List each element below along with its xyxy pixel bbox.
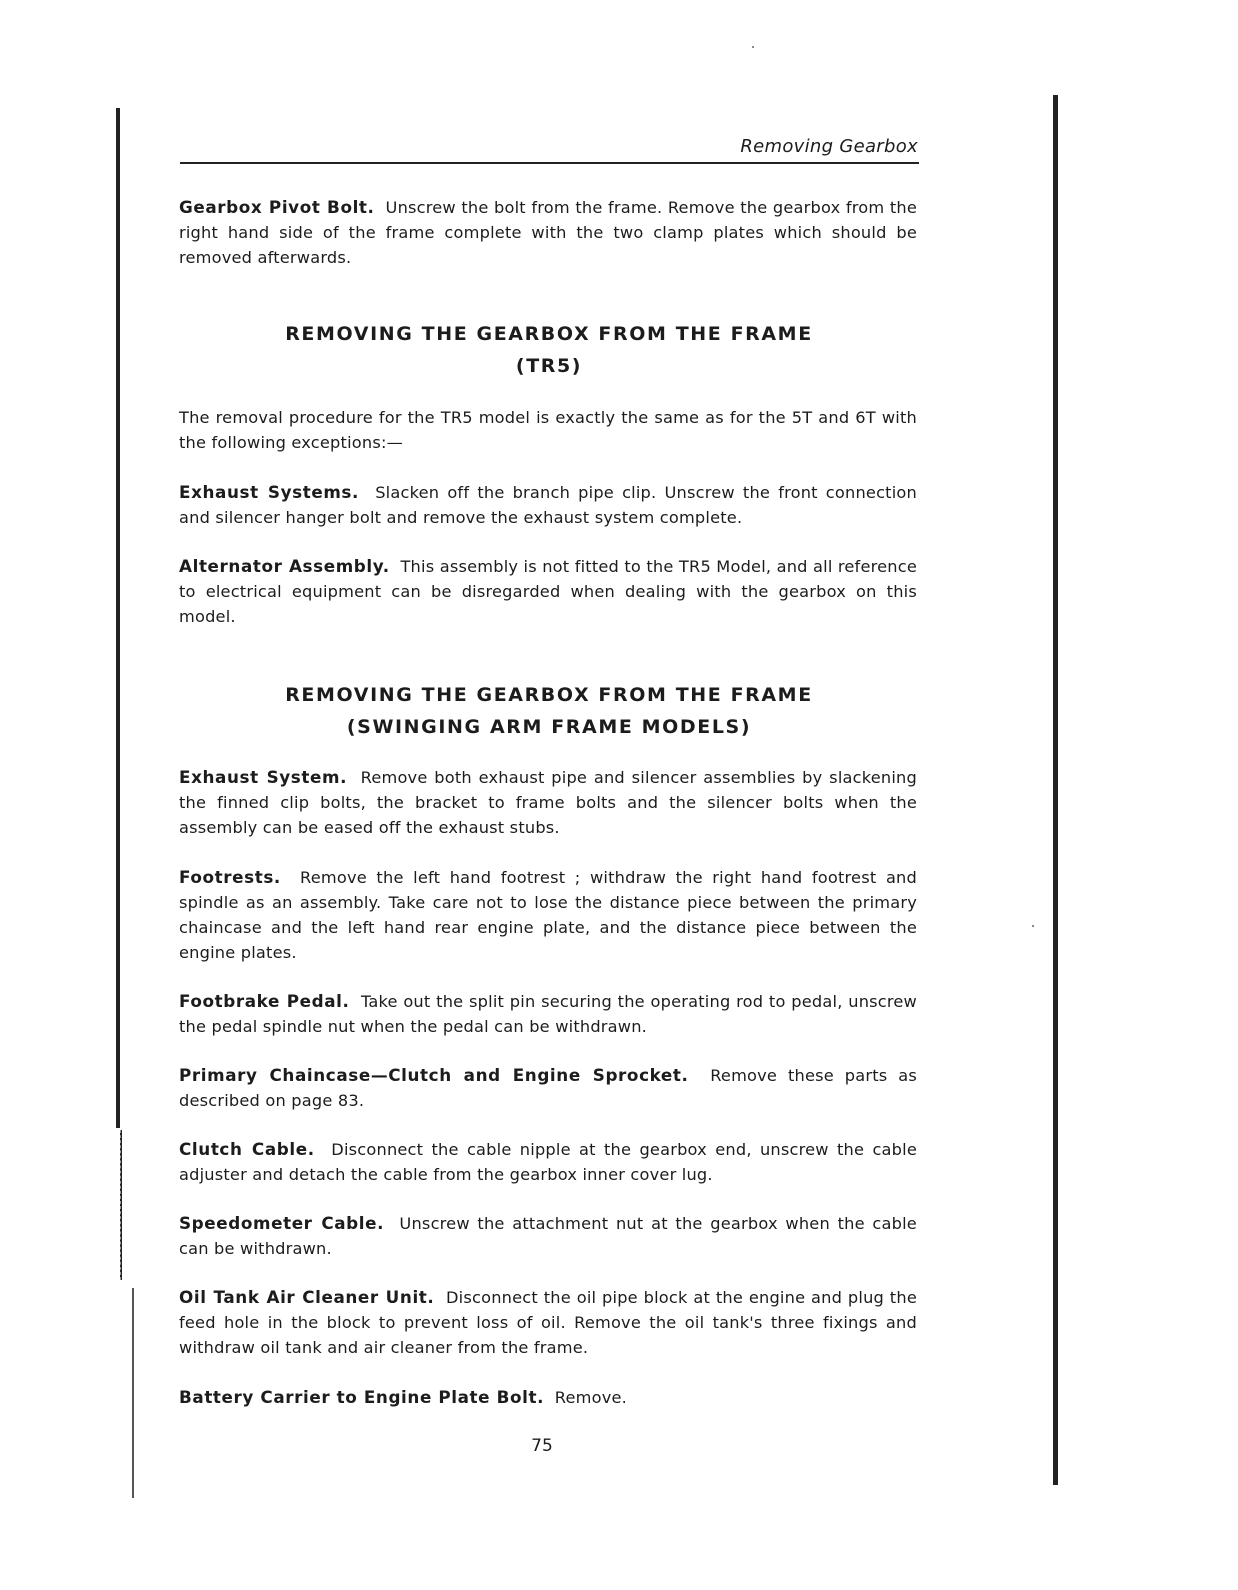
heading-line-1: REMOVING THE GEARBOX FROM THE FRAME (285, 323, 813, 345)
paragraph-text: Unscrew the attachment nut at the gearbox when the cable can be withdrawn. (179, 1214, 917, 1258)
paragraph-clutch-cable (179, 1137, 917, 1187)
section-heading-swinging-arm (180, 679, 918, 743)
left-margin-rule (116, 108, 120, 1128)
paragraph-battery-carrier (179, 1385, 917, 1410)
paragraph-speedometer-cable (179, 1211, 917, 1261)
paragraph-text: Disconnect the oil pipe block at the engine and plug the feed hole in the block to prevent loss of oil. Remove the oil tank's three fixings and withdraw oil tank and air cleaner from the frame. (179, 1288, 917, 1357)
left-margin-lower-rule (132, 1288, 134, 1498)
paragraph-text: Disconnect the cable nipple at the gearbox end, unscrew the cable adjuster and detach the cable from the gearbox inner cover lug. (179, 1140, 917, 1184)
heading-line-2: (SWINGING ARM FRAME MODELS) (346, 716, 752, 738)
paragraph-exhaust-system (179, 765, 917, 840)
paragraph-footbrake-pedal (179, 989, 917, 1039)
paragraph-lead: Oil Tank Air Cleaner Unit. (179, 1287, 435, 1307)
paragraph-lead: Gearbox Pivot Bolt. (179, 197, 375, 217)
page-number: 75 (531, 1436, 553, 1456)
paragraph-text: Take out the split pin securing the operating rod to pedal, unscrew the pedal spindle nut when the pedal can be withdrawn. (179, 992, 917, 1036)
paragraph-lead: Primary Chaincase—Clutch and Engine Sprocket. (179, 1065, 689, 1085)
paragraph-text: Remove. (554, 1388, 628, 1407)
scan-speck (752, 46, 754, 48)
header-rule (180, 162, 919, 164)
paragraph-tr5-intro: The removal procedure for the TR5 model is exactly the same as for the 5T and 6T with the following exceptions:— (179, 408, 917, 452)
paragraph-lead: Battery Carrier to Engine Plate Bolt. (179, 1387, 545, 1407)
running-header: Removing Gearbox (740, 136, 918, 157)
paragraph-lead: Exhaust Systems. (179, 482, 359, 502)
paragraph-lead: Exhaust System. (179, 767, 348, 787)
paragraph-text: Unscrew the bolt from the frame. Remove the gearbox from the right hand side of the frame complete with the two clamp plates which should be removed afterwards. (179, 198, 917, 267)
paragraph-text: Remove both exhaust pipe and silencer assemblies by slackening the finned clip bolts, the bracket to frame bolts and the silencer bolts when the assembly can be eased off the exhaust stubs. (179, 768, 917, 837)
right-margin-rule (1053, 95, 1058, 1485)
paragraph-text: Slacken off the branch pipe clip. Unscrew the front connection and silencer hanger bolt and remove the exhaust system complete. (179, 483, 917, 527)
paragraph-text: Remove the left hand footrest ; withdraw the right hand footrest and spindle as an assembly. Take care not to lose the distance piece between the primary chaincase and the left hand rear engine plate, and the distance piece between the engine plates. (179, 868, 917, 962)
left-margin-dashed-rule (120, 1130, 122, 1280)
section-heading-tr5 (180, 318, 918, 382)
paragraph-text: Remove these parts as described on page 83. (179, 1066, 917, 1110)
paragraph-lead: Clutch Cable. (179, 1139, 315, 1159)
heading-line-1: REMOVING THE GEARBOX FROM THE FRAME (285, 684, 813, 706)
paragraph-oil-tank-air-cleaner (179, 1285, 917, 1360)
paragraph-primary-chaincase (179, 1063, 917, 1113)
heading-line-2: (TR5) (515, 355, 583, 377)
paragraph-exhaust-systems (179, 480, 917, 530)
paragraph-lead: Footrests. (179, 867, 281, 887)
paragraph-lead: Footbrake Pedal. (179, 991, 350, 1011)
paragraph-lead: Speedometer Cable. (179, 1213, 385, 1233)
paragraph-lead: Alternator Assembly. (179, 556, 390, 576)
paragraph-alternator-assembly (179, 554, 917, 629)
paragraph-text: This assembly is not fitted to the TR5 Model, and all reference to electrical equipment can be disregarded when dealing with the gearbox on this model. (179, 557, 917, 626)
scan-speck (1032, 925, 1034, 927)
paragraph-gearbox-pivot-bolt (179, 195, 917, 270)
paragraph-footrests (179, 865, 917, 965)
